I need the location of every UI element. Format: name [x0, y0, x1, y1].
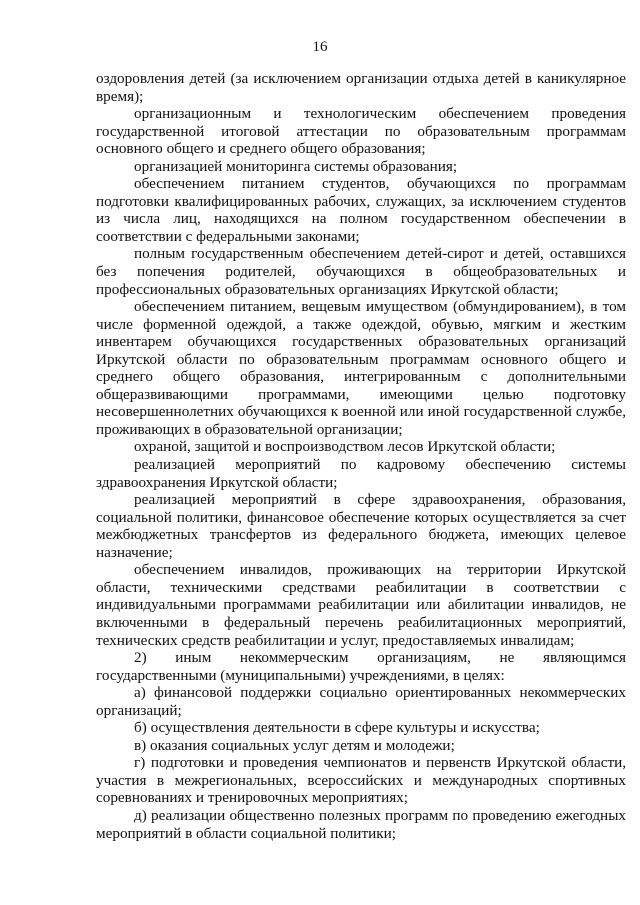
paragraph: полным государственным обеспечением детей-сирот и детей, оставшихся без попечения родителей, обучающихся в общеобразовательных и профессиональных образовательных организациях Иркутской области;: [96, 245, 626, 298]
page-number: 16: [312, 39, 328, 55]
list-item: д) реализации общественно полезных программ по проведению ежегодных мероприятий в области социальной политики;: [96, 806, 626, 842]
list-item: в) оказания социальных услуг детям и молодежи;: [134, 736, 455, 754]
paragraph: оздоровления детей (за исключением организации отдыха детей в каникулярное время);: [96, 70, 626, 105]
paragraph: организационным и технологическим обеспечением проведения государственной итоговой аттестации по образовательным программам основного общего и среднего общего образования;: [96, 105, 626, 158]
paragraph: обеспечением инвалидов, проживающих на территории Иркутской области, техническими средствами реабилитации в соответствии с индивидуальными программами реабилитации или абилитации инвалидов, не включенными в федеральный перечень реабилитационных мероприятий, технических средств реабилитации и услуг, предоставляемых инвалидам;: [96, 561, 626, 649]
list-item: б) осуществления деятельности в сфере культуры и искусства;: [134, 719, 540, 737]
paragraph: реализацией мероприятий по кадровому обеспечению системы здравоохранения Иркутской области;: [96, 456, 626, 491]
list-item: г) подготовки и проведения чемпионатов и первенств Иркутской области, участия в межрегиональных, всероссийских и международных спортивных соревнованиях и тренировочных мероприятиях;: [96, 754, 626, 807]
paragraph: организацией мониторинга системы образования;: [134, 157, 458, 175]
paragraph: обеспечением питанием студентов, обучающихся по программам подготовки квалифицированных рабочих, служащих, за исключением студентов из числа лиц, находящихся на полном государственном обеспечении в соответствии с федеральными законами;: [96, 175, 626, 245]
paragraph: реализацией мероприятий в сфере здравоохранения, образования, социальной политики, финансовое обеспечение которых осуществляется за счет межбюджетных трансфертов из федерального бюджета, имеющих целевое назначение;: [96, 491, 626, 561]
paragraph: обеспечением питанием, вещевым имуществом (обмундированием), в том числе форменной одеждой, а также одеждой, обувью, мягким и жестким инвентарем обучающихся государственных образовательных организаций Иркутской области по образовательным программам основного общего и среднего общего образования, интегрированным с дополнительными общеразвивающими программами, имеющими целью подготовку несовершеннолетних обучающихся к военной или иной государственной службе, проживающих в образовательной организации;: [96, 298, 626, 438]
document-body: [96, 70, 626, 842]
list-item: а) финансовой поддержки социально ориентированных некоммерческих организаций;: [96, 684, 626, 719]
paragraph: охраной, защитой и воспроизводством лесов Иркутской области;: [134, 438, 556, 456]
numbered-paragraph: 2) иным некоммерческим организациям, не являющимся государственными (муниципальными) учреждениями, в целях:: [96, 649, 626, 684]
